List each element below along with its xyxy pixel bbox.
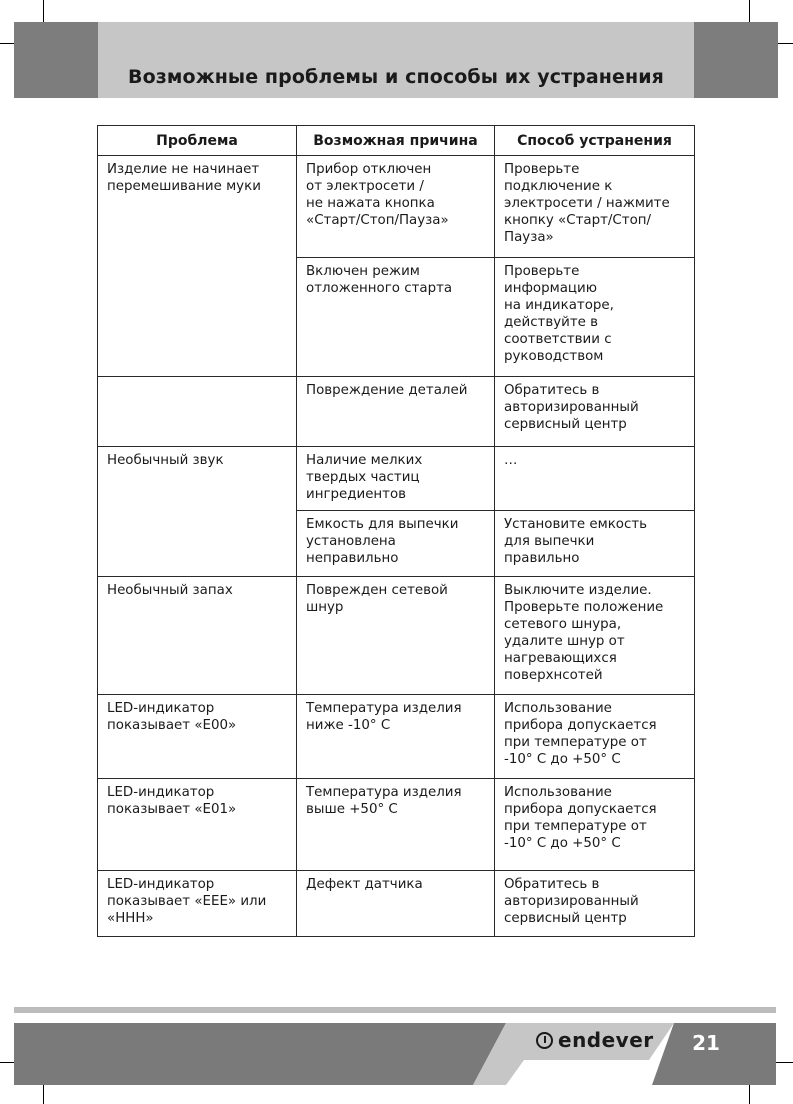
problem-text: Необычный запах [107,583,233,598]
table-header-row [98,126,695,156]
problem-cell [98,779,297,871]
solution-cell [495,258,695,377]
cause-cell [297,258,495,377]
cause-cell [297,377,495,447]
solution-text: Обратитесь в авторизированный сервисный центр [504,877,639,926]
footer-band-left [14,1023,506,1085]
cause-text: Температура изделия ниже -10° C [306,701,462,733]
cause-cell [297,447,495,511]
cause-text: Температура изделия выше +50° C [306,785,462,817]
cause-cell [297,156,495,258]
solution-text: Выключите изделие. Проверьте положение сетевого шнура, удалите шнур от нагревающихся поверхнсотей [504,583,664,683]
problem-cell [98,695,297,779]
cause-cell [297,871,495,937]
column-header-cause: Возможная причина [297,126,495,156]
footer-band [14,1023,776,1085]
table-row [98,156,695,258]
cause-cell [297,695,495,779]
solution-text: Установите емкость для выпечки правильно [504,517,648,566]
problem-text: LED-индикатор показывает «E01» [107,785,237,817]
solution-text: … [504,453,518,468]
solution-cell [495,779,695,871]
problem-text: Изделие не начинает перемешивание муки [107,162,261,194]
problem-text: LED-индикатор показывает «E00» [107,701,237,733]
cause-text: Прибор отключен от электросети / не нажата кнопка «Старт/Стоп/Пауза» [306,162,449,228]
problem-text: Необычный звук [107,453,224,468]
cause-cell [297,511,495,577]
page-title: Возможные проблемы и способы их устранения [128,66,664,88]
cause-text: Повреждение деталей [306,383,468,398]
solution-cell [495,156,695,258]
solution-cell [495,511,695,577]
solution-text: Использование прибора допускается при температуре от -10° C до +50° C [504,701,657,767]
problem-text: LED-индикатор показывает «EEE» или «HHH» [107,877,267,926]
solution-cell [495,377,695,447]
column-header-solution: Способ устранения [495,126,695,156]
problem-cell [98,577,297,695]
problem-cell [98,871,297,937]
header-accent-left [14,22,98,98]
footer-rule [14,1007,776,1013]
problem-cell [98,447,297,577]
solution-text: Проверьте подключение к электросети / нажмите кнопку «Старт/Стоп/ Пауза» [504,162,670,245]
table-row [98,779,695,871]
cause-text: Дефект датчика [306,877,423,892]
solution-cell [495,577,695,695]
troubleshooting-table [97,125,695,937]
table-row [98,871,695,937]
power-icon [536,1032,553,1049]
cause-text: Поврежден сетевой шнур [306,583,448,615]
solution-text: Использование прибора допускается при температуре от -10° C до +50° C [504,785,657,851]
problem-cell [98,377,297,447]
cause-text: Включен режим отложенного старта [306,264,453,296]
solution-text: Проверьте информацию на индикаторе, действуйте в соответствии с руководством [504,264,614,364]
cause-text: Емкость для выпечки установлена неправильно [306,517,459,566]
solution-cell [495,695,695,779]
cause-cell [297,779,495,871]
table-row [98,695,695,779]
cause-cell [297,577,495,695]
solution-cell [495,447,695,511]
solution-text: Обратитесь в авторизированный сервисный центр [504,383,639,432]
table-row [98,377,695,447]
page-number: 21 [692,1031,720,1055]
cause-text: Наличие мелких твердых частиц ингредиентов [306,453,423,502]
table-row [98,577,695,695]
brand-name: endever [558,1028,654,1052]
header-accent-right [694,22,778,98]
brand-logo [536,1027,654,1053]
problem-cell [98,156,297,377]
column-header-problem: Проблема [98,126,297,156]
solution-cell [495,871,695,937]
table-row [98,447,695,511]
